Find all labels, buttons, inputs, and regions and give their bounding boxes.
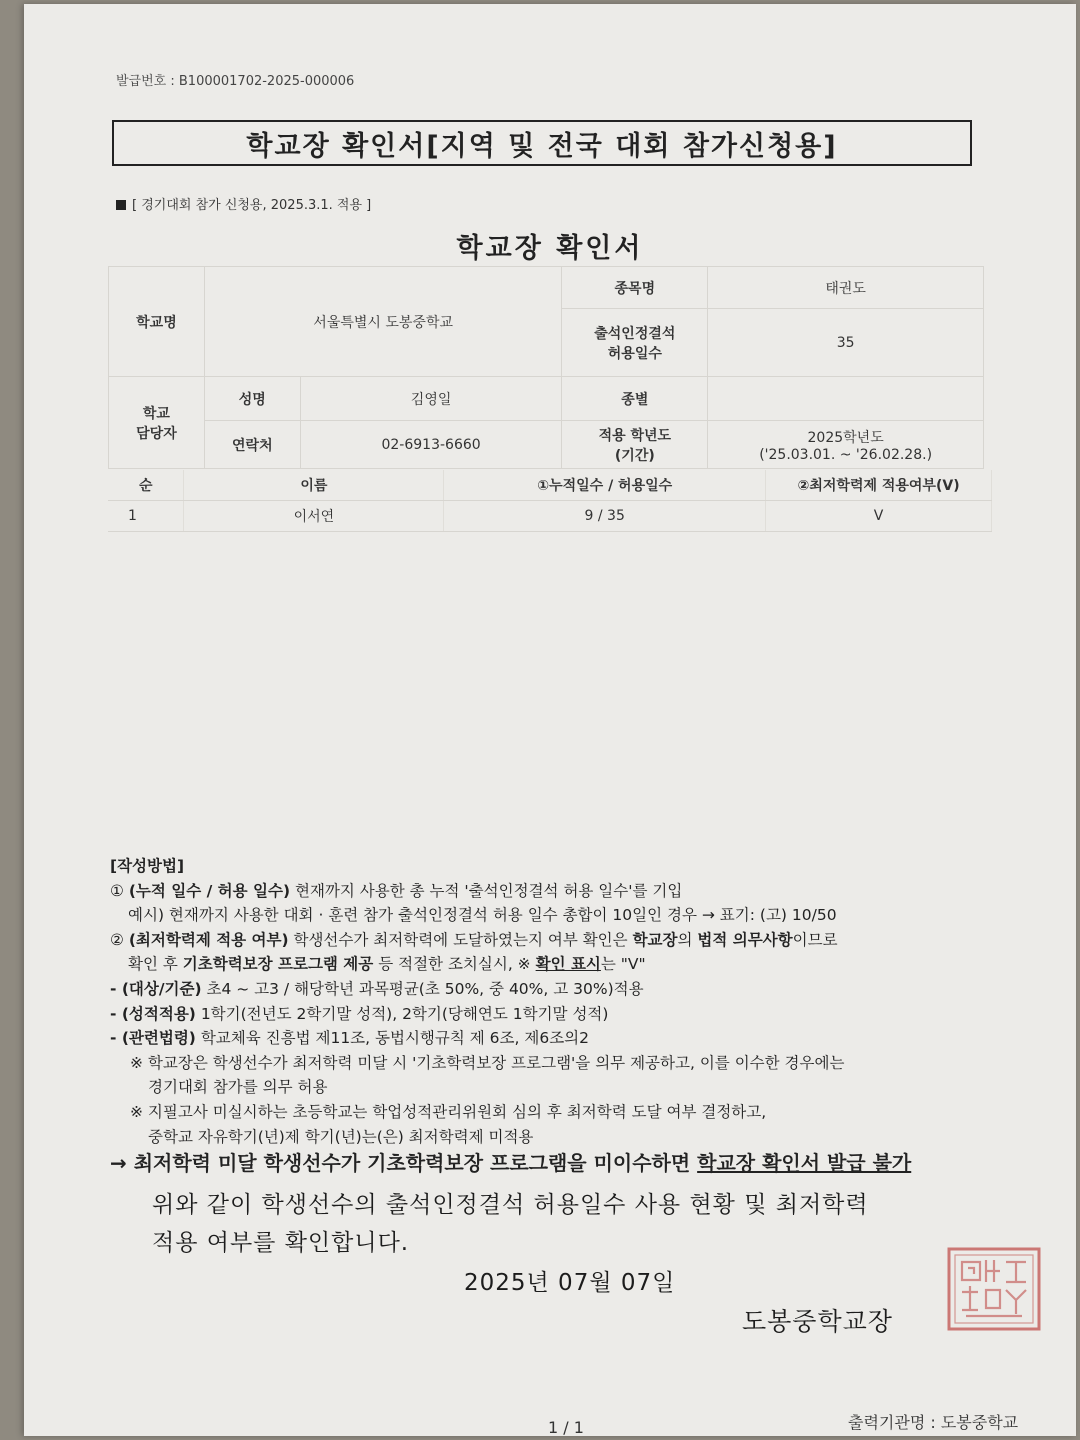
instruction-line-9: 경기대회 참가를 의무 허용 [148, 1078, 328, 1097]
instruction-line-3 [110, 928, 1030, 953]
info-table [108, 266, 984, 469]
manager-label-line1: 학교 [142, 405, 170, 422]
row-applied: V [766, 501, 992, 532]
instruction-line-4 [110, 952, 1030, 977]
allowed-days-label [562, 309, 708, 377]
student-table [108, 470, 992, 532]
manager-label [109, 377, 205, 469]
row-days: 9 / 35 [444, 501, 766, 532]
instruction-line-2: 예시) 현재까지 사용한 대회 · 훈련 참가 출석인정결석 허용 일수 총합이 10일인 경우 → 표기: (고) 10/50 [128, 906, 837, 925]
event-value: 태권도 [708, 267, 984, 309]
l7-bold: - (관련법령) [110, 1029, 196, 1048]
instructions [110, 854, 1030, 1176]
l12-a: → 최저학력 미달 학생선수가 기초학력보장 프로그램을 미이수하면 [110, 1151, 698, 1176]
l3-e: 이므로 [792, 930, 838, 949]
circled-2: ② [110, 930, 124, 949]
issue-date: 2025년 07월 07일 [464, 1270, 676, 1296]
year-value [708, 421, 984, 469]
year-label-line2: (기간) [614, 447, 655, 464]
table-row [108, 501, 992, 532]
sub-note [116, 194, 371, 213]
allowed-days-value: 35 [708, 309, 984, 377]
l4-c: 등 적절한 조치실시, ※ [373, 955, 536, 974]
school-label: 학교명 [109, 267, 205, 377]
circled-1: ① [110, 881, 124, 900]
name-label: 성명 [204, 377, 300, 421]
header-applied: ②최저학력제 적용여부(V) [766, 470, 992, 501]
issuing-institution: 출력기관명 : 도봉중학교 [848, 1413, 1019, 1432]
instruction-line-6 [110, 1002, 1030, 1027]
manager-label-line2: 담당자 [136, 425, 177, 442]
l12-b: 학교장 확인서 발급 불가 [697, 1151, 912, 1176]
l6-text: 1학기(전년도 2학기말 성적), 2학기(당해연도 1학기말 성적) [195, 1004, 609, 1023]
allowed-days-label-line1: 출석인정결석 [594, 325, 676, 342]
l5-bold: - (대상/기준) [110, 979, 202, 998]
confirmation-line-2: 적용 여부를 확인합니다. [152, 1230, 410, 1256]
document-page [24, 4, 1076, 1436]
confirmation-text [152, 1186, 869, 1262]
category-label: 종별 [562, 377, 708, 421]
l5-text: 초4 ~ 고3 / 해당학년 과목평균(초 50%, 중 40%, 고 30%)적용 [201, 979, 644, 998]
doc-title: 학교장 확인서[지역 및 전국 대회 참가신청용] [112, 120, 972, 166]
sub-note-text: [ 경기대회 참가 신청용, 2025.3.1. 적용 ] [132, 198, 372, 213]
instruction-line-11: 중학교 자유학기(년)제 학기(년)는(은) 최저학력제 미적용 [148, 1127, 534, 1146]
allowed-days-label-line2: 허용일수 [607, 345, 662, 362]
contact-label: 연락처 [204, 421, 300, 469]
header-name: 이름 [184, 470, 444, 501]
l1-text: 현재까지 사용한 총 누적 '출석인정결석 허용 일수'를 기입 [290, 881, 683, 900]
name-value: 김영일 [300, 377, 562, 421]
instruction-line-1 [110, 879, 1030, 904]
category-value [708, 377, 984, 421]
l4-d: 확인 표시 [535, 955, 601, 974]
l1-bold: (누적 일수 / 허용 일수) [128, 881, 291, 900]
instruction-line-12 [110, 1151, 1030, 1176]
instruction-line-10: ※ 지필고사 미실시하는 초등학교는 학업성적관리위원회 심의 후 최저학력 도달 여부 결정하고, [130, 1102, 767, 1121]
l3-a: 학생선수가 최저학력에 도달하였는지 여부 확인은 [288, 930, 633, 949]
instruction-line-8: ※ 학교장은 학생선수가 최저학력 미달 시 '기초학력보장 프로그램'을 의무 제공하고, 이를 이수한 경우에는 [130, 1053, 845, 1072]
l7-text: 학교체육 진흥법 제11조, 동법시행규칙 제 6조, 제6조의2 [195, 1029, 590, 1048]
school-seal-stamp [946, 1246, 1042, 1332]
header-days: ①누적일수 / 허용일수 [444, 470, 766, 501]
l4-e: 는 "V" [600, 955, 646, 974]
confirmation-line-1: 위와 같이 학생선수의 출석인정결석 허용일수 사용 현황 및 최저학력 [152, 1192, 869, 1218]
year-label-line1: 적용 학년도 [598, 427, 672, 444]
event-label: 종목명 [562, 267, 708, 309]
l4-a: 확인 후 [128, 955, 183, 974]
l3-bold: (최저학력제 적용 여부) [128, 930, 289, 949]
doc-number: 발급번호 : B100001702-2025-000006 [116, 74, 355, 89]
header-no: 순 [108, 470, 184, 501]
l3-b: 학교장 [632, 930, 678, 949]
contact-value: 02-6913-6660 [300, 421, 562, 469]
instructions-title: [작성방법] [110, 857, 185, 875]
l4-b: 기초학력보장 프로그램 제공 [182, 955, 374, 974]
year-value-line2: ('25.03.01. ~ '26.02.28.) [759, 446, 933, 463]
square-bullet-icon [116, 200, 126, 210]
row-name: 이서연 [184, 501, 444, 532]
l6-bold: - (성적적용) [110, 1004, 196, 1023]
form-heading: 학교장 확인서 [456, 233, 644, 264]
instruction-line-7 [110, 1026, 1030, 1051]
year-label [562, 421, 708, 469]
row-no: 1 [108, 501, 184, 532]
l3-c: 의 [677, 930, 698, 949]
instruction-line-5 [110, 977, 1030, 1002]
year-value-line1: 2025학년도 [807, 429, 884, 446]
page-number: 1 / 1 [548, 1418, 584, 1437]
student-table-header [108, 470, 992, 501]
principal-signature: 도봉중학교장 [742, 1307, 893, 1336]
school-value: 서울특별시 도봉중학교 [204, 267, 562, 377]
l3-d: 법적 의무사항 [697, 930, 793, 949]
